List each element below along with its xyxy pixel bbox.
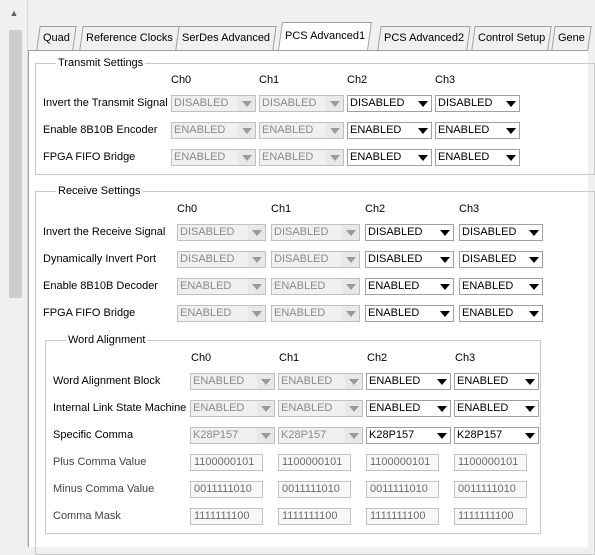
transmit-settings-title: Transmit Settings — [58, 57, 144, 69]
minus-comma-ch2-field[interactable]: 0011111010 — [366, 481, 439, 498]
dropdown-arrow-icon — [238, 150, 255, 165]
dropdown-arrow-icon — [257, 401, 274, 416]
invert-transmit-ch0-select[interactable]: DISABLED — [171, 95, 256, 112]
rx-fifo-ch3-select[interactable]: ENABLED — [459, 305, 543, 322]
specific-comma-label: Specific Comma — [53, 429, 134, 441]
scroll-up-arrow-icon[interactable]: ▲ — [9, 8, 19, 18]
tx-fifo-ch3-select[interactable]: ENABLED — [435, 149, 520, 166]
dropdown-arrow-icon — [436, 252, 453, 267]
dropdown-arrow-icon — [502, 123, 519, 138]
dropdown-arrow-icon — [257, 428, 274, 443]
tx-fifo-ch1-select[interactable]: ENABLED — [259, 149, 344, 166]
dropdown-arrow-icon — [525, 279, 542, 294]
comma-mask-ch3-field[interactable]: 1111111100 — [454, 508, 527, 525]
wa-ch0-header: Ch0 — [191, 352, 212, 364]
specific-comma-ch0-select[interactable]: K28P157 — [190, 427, 275, 444]
dropdown-arrow-icon — [414, 96, 431, 111]
receive-settings-title: Receive Settings — [58, 185, 141, 197]
decoder-ch1-select[interactable]: ENABLED — [271, 278, 360, 295]
rx-ch3-header: Ch3 — [459, 203, 480, 215]
wa-block-ch3-select[interactable]: ENABLED — [454, 373, 539, 390]
tx-fifo-ch2-select[interactable]: ENABLED — [347, 149, 432, 166]
tab-reference-clocks[interactable]: Reference Clocks — [79, 26, 179, 50]
dropdown-arrow-icon — [433, 428, 450, 443]
specific-comma-ch2-select[interactable]: K28P157 — [366, 427, 451, 444]
vertical-scrollbar[interactable] — [0, 0, 28, 547]
invert-receive-ch2-select[interactable]: DISABLED — [365, 224, 454, 241]
dropdown-arrow-icon — [436, 306, 453, 321]
tab-control-setup[interactable]: Control Setup — [471, 26, 552, 50]
comma-mask-ch2-field[interactable]: 1111111100 — [366, 508, 439, 525]
plus-comma-ch1-field[interactable]: 1100000101 — [278, 454, 351, 471]
minus-comma-ch0-field[interactable]: 0011111010 — [190, 481, 263, 498]
encoder-ch0-select[interactable]: ENABLED — [171, 122, 256, 139]
invert-receive-ch1-select[interactable]: DISABLED — [271, 224, 360, 241]
dropdown-arrow-icon — [521, 374, 538, 389]
word-alignment-block-label: Word Alignment Block — [53, 375, 161, 387]
word-alignment-title: Word Alignment — [68, 334, 146, 346]
dropdown-arrow-icon — [433, 374, 450, 389]
dropdown-arrow-icon — [345, 428, 362, 443]
rx-ch2-header: Ch2 — [365, 203, 386, 215]
dynamically-invert-port-label: Dynamically Invert Port — [43, 253, 157, 265]
rx-fpga-fifo-bridge-label: FPGA FIFO Bridge — [43, 307, 136, 319]
dropdown-arrow-icon — [436, 279, 453, 294]
dropdown-arrow-icon — [326, 150, 343, 165]
dropdown-arrow-icon — [342, 279, 359, 294]
dropdown-arrow-icon — [525, 225, 542, 240]
encoder-ch1-select[interactable]: ENABLED — [259, 122, 344, 139]
tab-general[interactable]: Gene — [551, 26, 591, 50]
rx-fifo-ch2-select[interactable]: ENABLED — [365, 305, 454, 322]
scrollbar-thumb[interactable] — [9, 30, 22, 298]
plus-comma-ch3-field[interactable]: 1100000101 — [454, 454, 527, 471]
ilsm-ch2-select[interactable]: ENABLED — [366, 400, 451, 417]
wa-block-ch0-select[interactable]: ENABLED — [190, 373, 275, 390]
tab-serdes-advanced[interactable]: SerDes Advanced — [175, 26, 276, 50]
rx-fifo-ch1-select[interactable]: ENABLED — [271, 305, 360, 322]
dropdown-arrow-icon — [345, 374, 362, 389]
dropdown-arrow-icon — [238, 123, 255, 138]
wa-block-ch1-select[interactable]: ENABLED — [278, 373, 363, 390]
dyn-invert-ch2-select[interactable]: DISABLED — [365, 251, 454, 268]
dropdown-arrow-icon — [342, 252, 359, 267]
dropdown-arrow-icon — [521, 428, 538, 443]
dropdown-arrow-icon — [248, 306, 265, 321]
invert-receive-ch3-select[interactable]: DISABLED — [459, 224, 543, 241]
comma-mask-label: Comma Mask — [53, 510, 121, 522]
dropdown-arrow-icon — [414, 123, 431, 138]
wa-ch2-header: Ch2 — [367, 352, 388, 364]
minus-comma-ch1-field[interactable]: 0011111010 — [278, 481, 351, 498]
rx-ch1-header: Ch1 — [271, 203, 292, 215]
invert-transmit-ch1-select[interactable]: DISABLED — [259, 95, 344, 112]
dropdown-arrow-icon — [436, 225, 453, 240]
invert-receive-signal-label: Invert the Receive Signal — [43, 226, 166, 238]
dropdown-arrow-icon — [326, 96, 343, 111]
wa-ch1-header: Ch1 — [279, 352, 300, 364]
tx-ch1-header: Ch1 — [259, 74, 280, 86]
invert-transmit-ch3-select[interactable]: DISABLED — [435, 95, 520, 112]
dropdown-arrow-icon — [257, 374, 274, 389]
tx-ch0-header: Ch0 — [171, 74, 192, 86]
dyn-invert-ch3-select[interactable]: DISABLED — [459, 251, 543, 268]
ilsm-ch0-select[interactable]: ENABLED — [190, 400, 275, 417]
dropdown-arrow-icon — [525, 306, 542, 321]
rx-ch0-header: Ch0 — [177, 203, 198, 215]
plus-comma-ch0-field[interactable]: 1100000101 — [190, 454, 263, 471]
dropdown-arrow-icon — [525, 252, 542, 267]
plus-comma-value-label: Plus Comma Value — [53, 456, 147, 468]
decoder-ch3-select[interactable]: ENABLED — [459, 278, 543, 295]
dropdown-arrow-icon — [502, 96, 519, 111]
enable-8b10b-encoder-label: Enable 8B10B Encoder — [43, 124, 158, 136]
dropdown-arrow-icon — [326, 123, 343, 138]
dyn-invert-ch1-select[interactable]: DISABLED — [271, 251, 360, 268]
specific-comma-ch3-select[interactable]: K28P157 — [454, 427, 539, 444]
tab-pcs-advanced2[interactable]: PCS Advanced2 — [377, 26, 470, 50]
dropdown-arrow-icon — [248, 252, 265, 267]
tab-pcs-advanced1[interactable]: PCS Advanced1 — [278, 22, 372, 50]
tx-fpga-fifo-bridge-label: FPGA FIFO Bridge — [43, 151, 136, 163]
tab-quad[interactable]: Quad — [36, 26, 76, 50]
invert-transmit-ch2-select[interactable]: DISABLED — [347, 95, 432, 112]
decoder-ch2-select[interactable]: ENABLED — [365, 278, 454, 295]
dropdown-arrow-icon — [248, 225, 265, 240]
tx-fifo-ch0-select[interactable]: ENABLED — [171, 149, 256, 166]
encoder-ch2-select[interactable]: ENABLED — [347, 122, 432, 139]
specific-comma-ch1-select[interactable]: K28P157 — [278, 427, 363, 444]
dropdown-arrow-icon — [521, 401, 538, 416]
invert-receive-ch0-select[interactable]: DISABLED — [177, 224, 266, 241]
internal-link-state-machine-label: Internal Link State Machine — [53, 402, 187, 414]
dyn-invert-ch0-select[interactable]: DISABLED — [177, 251, 266, 268]
tab-panel — [28, 50, 588, 547]
tab-strip — [28, 20, 588, 50]
plus-comma-ch2-field[interactable]: 1100000101 — [366, 454, 439, 471]
comma-mask-ch0-field[interactable]: 1111111100 — [190, 508, 263, 525]
tx-ch3-header: Ch3 — [435, 74, 456, 86]
dropdown-arrow-icon — [238, 96, 255, 111]
wa-ch3-header: Ch3 — [455, 352, 476, 364]
dropdown-arrow-icon — [502, 150, 519, 165]
dropdown-arrow-icon — [248, 279, 265, 294]
minus-comma-ch3-field[interactable]: 0011111010 — [454, 481, 527, 498]
dropdown-arrow-icon — [342, 225, 359, 240]
enable-8b10b-decoder-label: Enable 8B10B Decoder — [43, 280, 158, 292]
dropdown-arrow-icon — [433, 401, 450, 416]
rx-fifo-ch0-select[interactable]: ENABLED — [177, 305, 266, 322]
wa-block-ch2-select[interactable]: ENABLED — [366, 373, 451, 390]
ilsm-ch1-select[interactable]: ENABLED — [278, 400, 363, 417]
dropdown-arrow-icon — [414, 150, 431, 165]
minus-comma-value-label: Minus Comma Value — [53, 483, 155, 495]
dropdown-arrow-icon — [342, 306, 359, 321]
tx-ch2-header: Ch2 — [347, 74, 368, 86]
ilsm-ch3-select[interactable]: ENABLED — [454, 400, 539, 417]
dropdown-arrow-icon — [345, 401, 362, 416]
decoder-ch0-select[interactable]: ENABLED — [177, 278, 266, 295]
invert-transmit-signal-label: Invert the Transmit Signal — [43, 97, 168, 109]
comma-mask-ch1-field[interactable]: 1111111100 — [278, 508, 351, 525]
encoder-ch3-select[interactable]: ENABLED — [435, 122, 520, 139]
